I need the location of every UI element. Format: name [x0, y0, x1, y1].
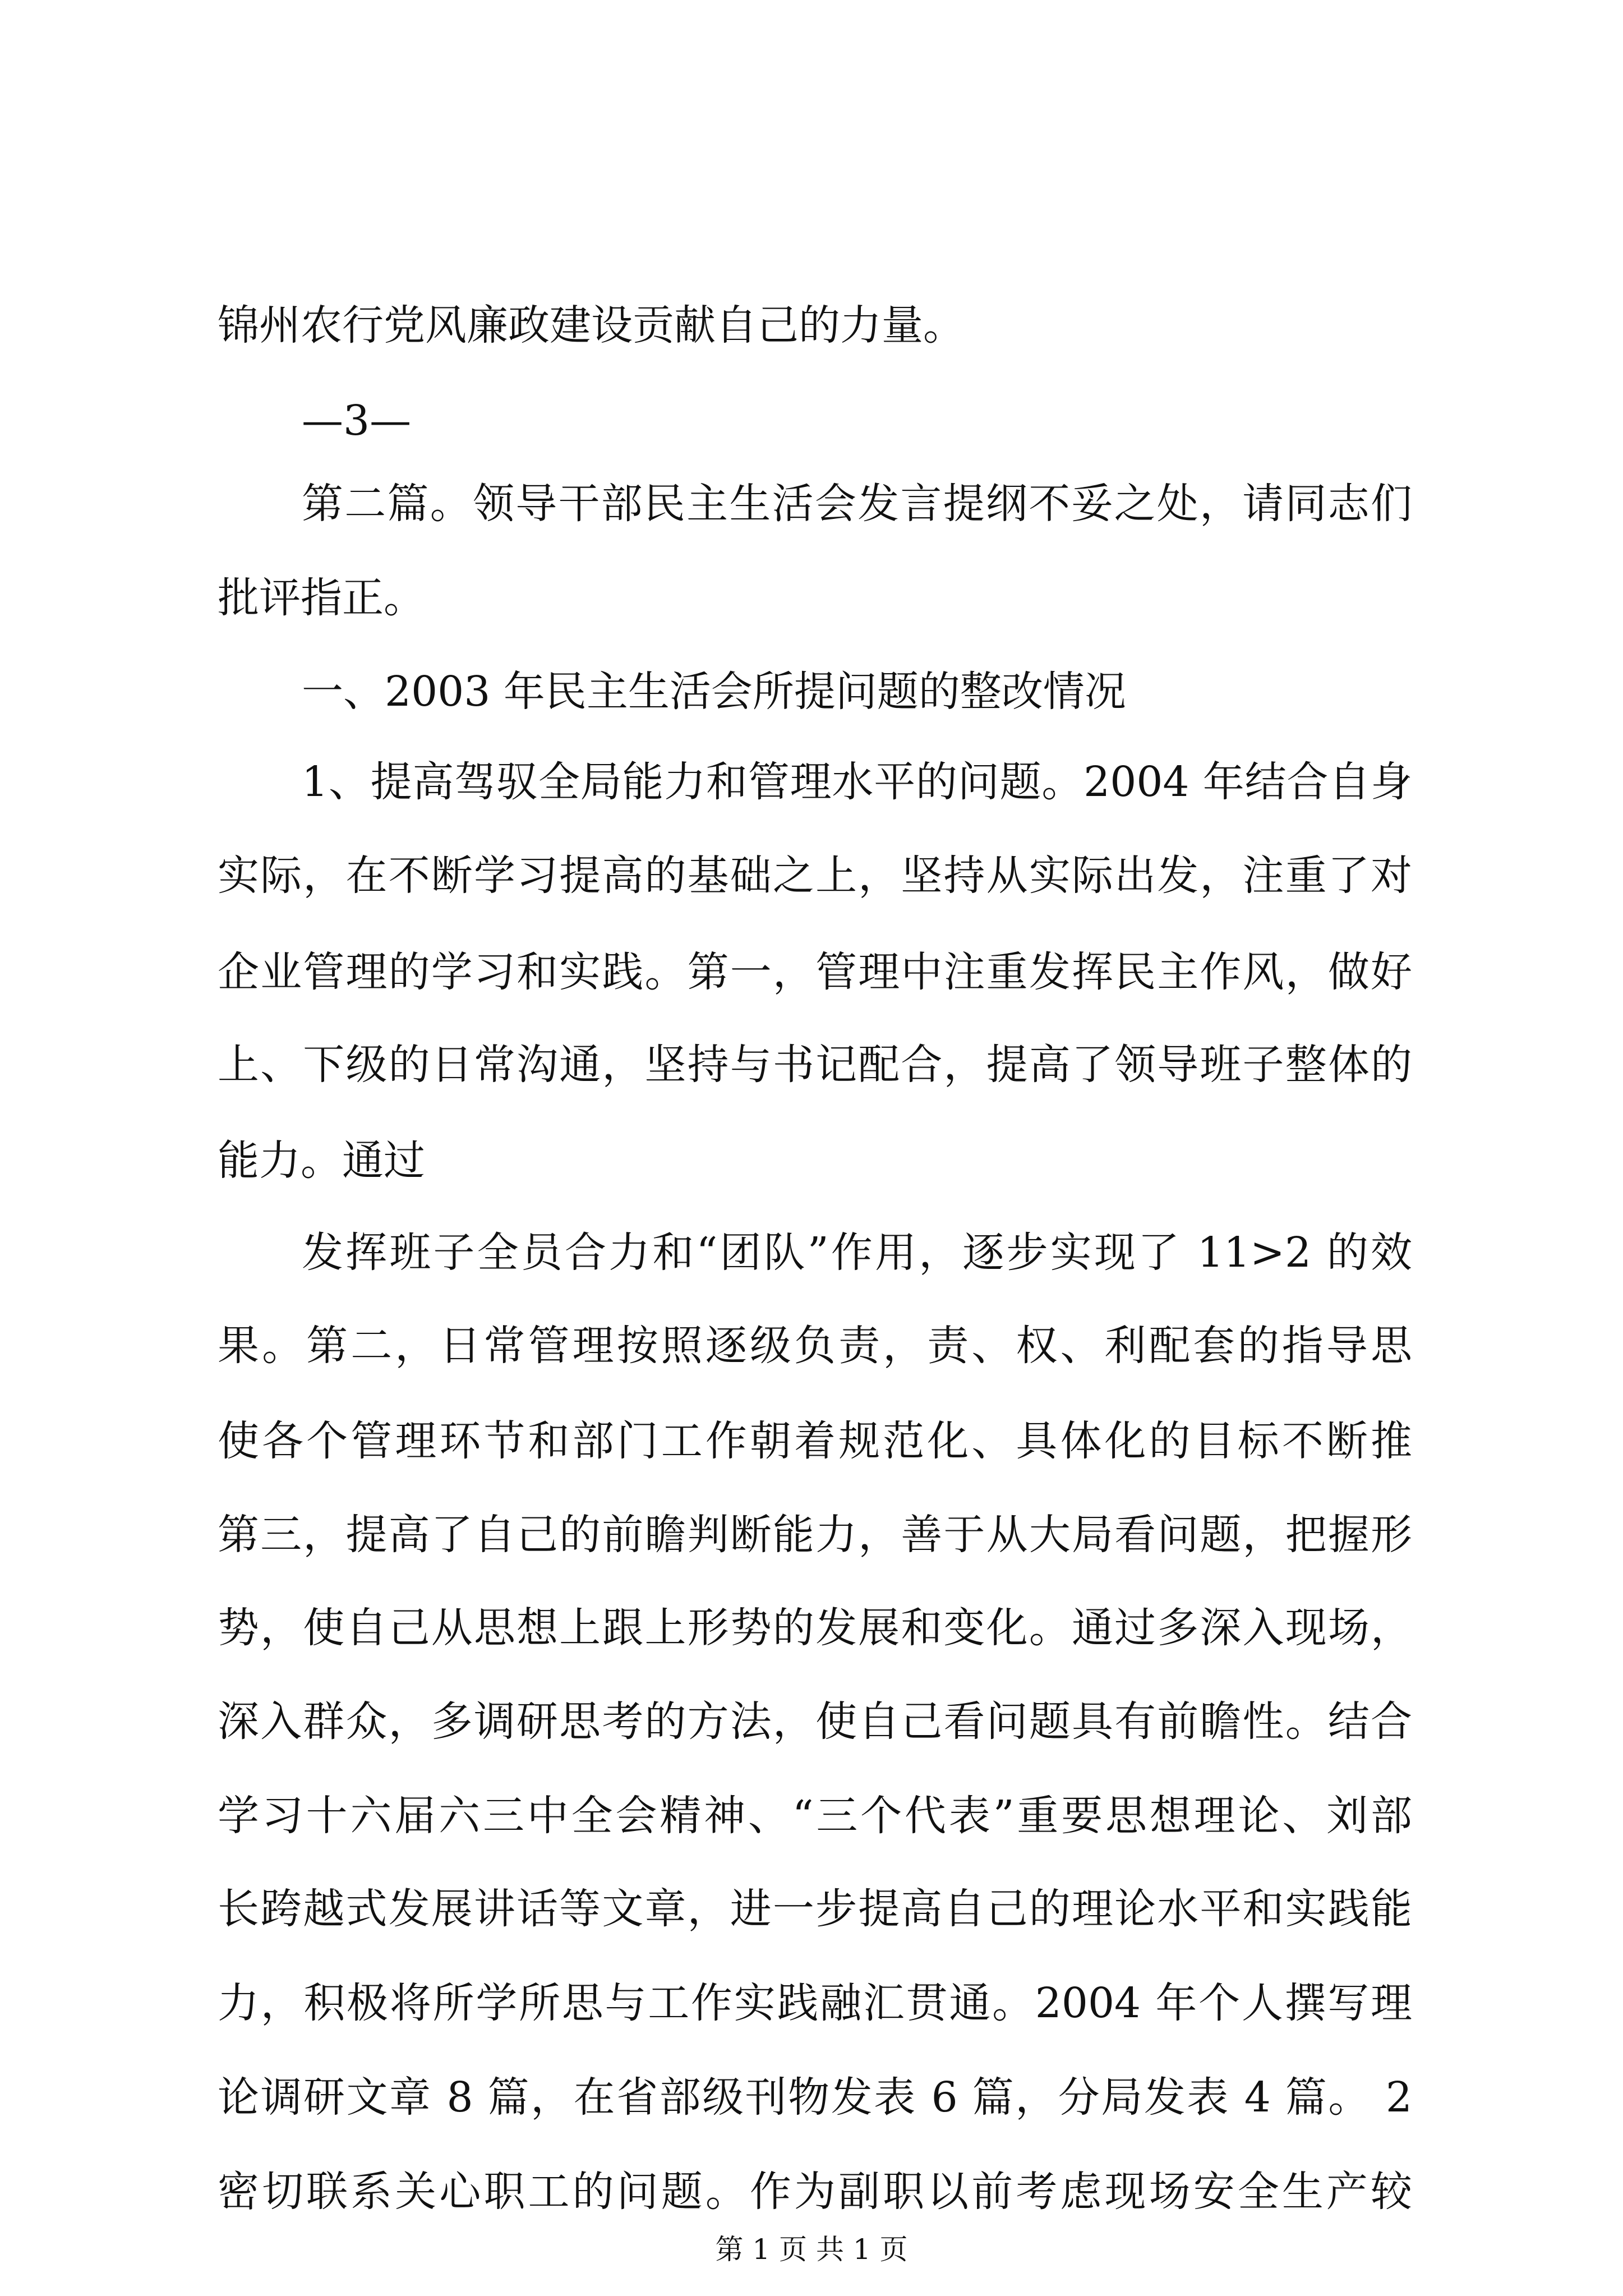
text-line-15: 势，使自己从思想上跟上形势的发展和变化。通过多深入现场， — [218, 1604, 1412, 1652]
text-line-6: 1、提高驾驭全局能力和管理水平的问题。2004 年结合自身 — [302, 758, 1412, 806]
text-line-10: 能力。通过 — [218, 1137, 425, 1185]
text-line-3: 第二篇。领导干部民主生活会发言提纲不妥之处，请同志们 — [302, 480, 1412, 528]
page-number-marker: —3— — [302, 397, 412, 445]
text-line-13: 使各个管理环节和部门工作朝着规范化、具体化的目标不断推 — [218, 1417, 1412, 1465]
text-line-11: 发挥班子全员合力和“团队”作用，逐步实现了 11>2 的效 — [302, 1228, 1412, 1277]
text-line-19: 力，积极将所学所思与工作实践融汇贯通。2004 年个人撰写理 — [218, 1979, 1412, 2027]
text-line-20: 论调研文章 8 篇，在省部级刊物发表 6 篇，分局发表 4 篇。 2 — [218, 2073, 1412, 2122]
text-line-1: 锦州农行党风廉政建设贡献自己的力量。 — [218, 301, 965, 349]
text-line-12: 果。第二，日常管理按照逐级负责，责、权、利配套的指导思 — [218, 1322, 1412, 1370]
section-heading: 一、2003 年民主生活会所提问题的整改情况 — [302, 668, 1126, 716]
text-line-14: 第三，提高了自己的前瞻判断能力，善于从大局看问题，把握形 — [218, 1511, 1412, 1559]
page-footer: 第 1 页 共 1 页 — [715, 2233, 908, 2266]
text-line-21: 密切联系关心职工的问题。作为副职以前考虑现场安全生产较 — [218, 2168, 1412, 2216]
text-line-7: 实际，在不断学习提高的基础之上，坚持从实际出发，注重了对 — [218, 852, 1412, 900]
text-line-17: 学习十六届六三中全会精神、“三个代表”重要思想理论、刘部 — [218, 1792, 1412, 1840]
text-line-8: 企业管理的学习和实践。第一，管理中注重发挥民主作风，做好 — [218, 948, 1412, 996]
text-line-16: 深入群众，多调研思考的方法，使自己看问题具有前瞻性。结合 — [218, 1697, 1412, 1746]
text-line-4: 批评指正。 — [218, 574, 425, 622]
text-line-18: 长跨越式发展讲话等文章，进一步提高自己的理论水平和实践能 — [218, 1885, 1412, 1933]
text-line-9: 上、下级的日常沟通，坚持与书记配合，提高了领导班子整体的 — [218, 1041, 1412, 1089]
